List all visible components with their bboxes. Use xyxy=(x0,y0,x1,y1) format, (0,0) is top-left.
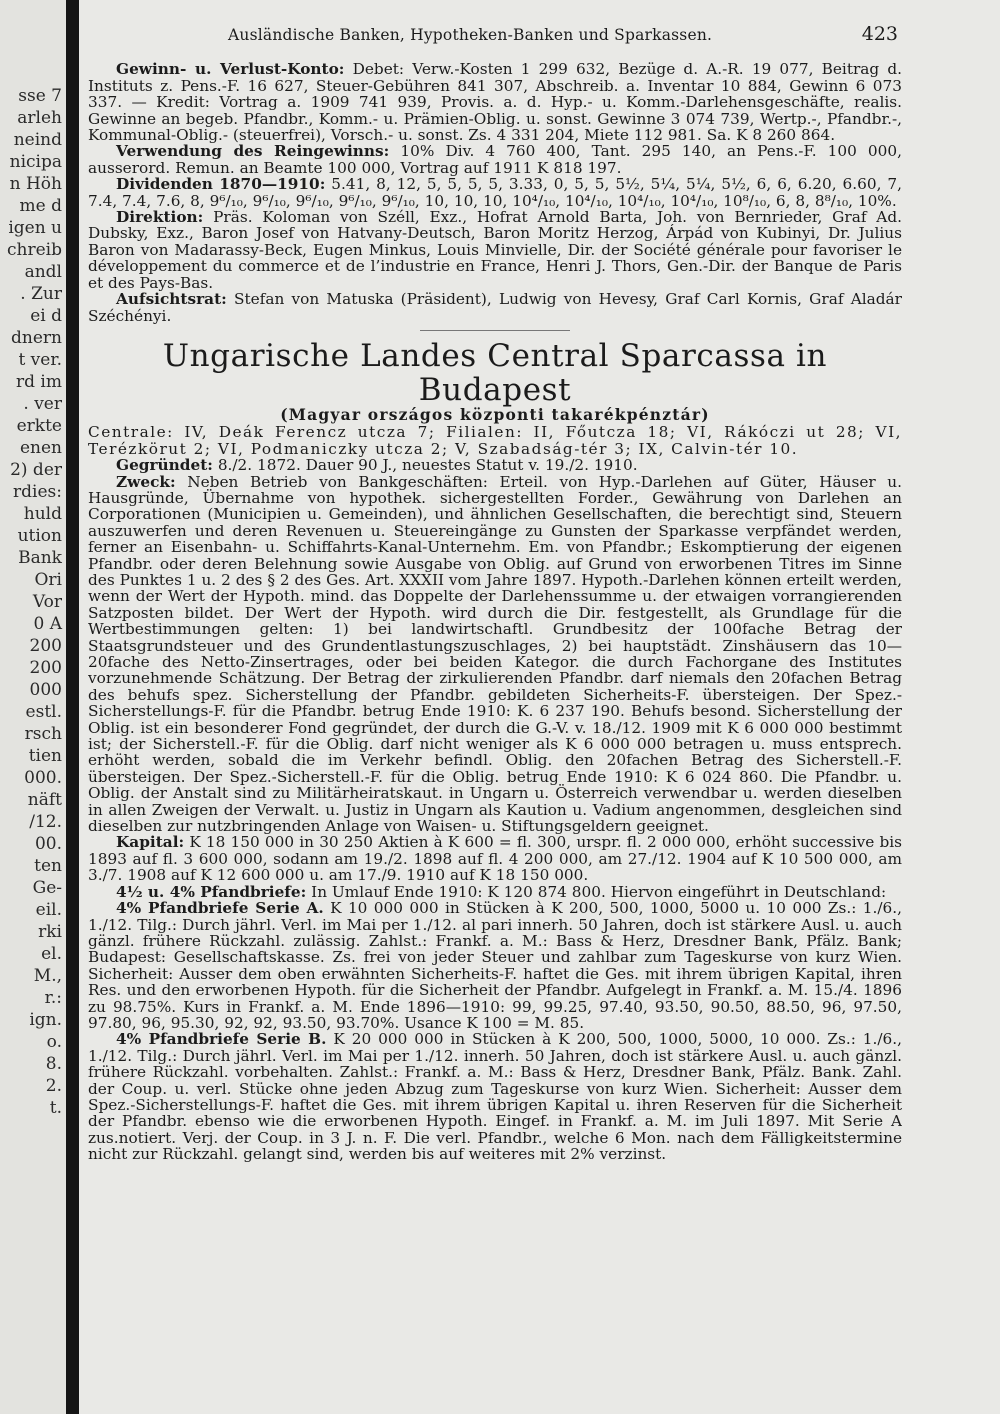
zweck-text: Neben Betrieb von Bankgeschäften: Erteil. von Hyp.-Darlehen auf Güter, Häuser u. Hausgründe, Übernahme von hypothek. sichergestellten Forder., Gewährung von Darlehen an Corporationen (Municipien u. Gemeinden), und ähnlichen Gesellschaften, die berechtigt sind, Steuern auszuwerfen und deren Revenuen u. Steuereingänge zu Gunsten der Sparkasse verpfändet werden, ferner an Eisenbahn- u. Schiffahrts-Kanal-Unternehm. Em. von Pfandbr.; Eskomptierung der eigenen Pfandbr. oder deren Belehnung sowie Ausgabe von Oblig. auf Grund von erworbenen Titres im Sinne des Punktes 1 u. 2 des § 2 des Ges. Art. XXXII vom Jahre 1897. Hypoth.-Darlehen können erteilt werden, wenn der Wert der Hypoth. mind. das Doppelte der Darlehenssumme u. der etwaigen vorrangierenden Satzposten bildet. Der Wert der Hypoth. wird durch die Dir. festgestellt, als Grundlage für die Wertbestimmungen gelten: 1) bei landwirtschaftl. Grundbesitz der 100fache Betrag der Staatsgrundsteuer und des Grundentlastungszuschlages, 2) bei hauptstädt. Zinshäusern das 10—20fache des Netto-Zinsertrages, oder bei beiden Kategor. die durch Fachorgane des Institutes vorzunehmende Schätzung. Der Betrag der zirkulierenden Pfandbr. darf niemals den 20fachen Betrag des behufs spez. Sicherstellung der Pfandbr. gebildeten Sicherheits-F. übersteigen. Der Spez.-Sicherstellungs-F. für die Pfandbr. betrug Ende 1910: K. 6 237 190. Behufs besond. Sicherstellung der Oblig. ist ein besonderer Fond gegründet, der durch die G.-V. v. 18./12. 1909 mit K 6 000 000 bestimmt ist; der Sicherstell.-F. für die Oblig. darf nicht weniger als K 6 000 000 betragen u. muss entsprech. erhöht werden, sobald die im Verkehr befindl. Oblig. den 20fachen Betrag des Sicherstell.-F. übersteigen. Der Spez.-Sicherstell.-F. für die Oblig. betrug Ende 1910: K 6 024 860. Die Pfandbr. u. Oblig. der Anstalt sind zu Militärheiratskaut. in Ungarn u. Österreich verwendbar u. werden dieselben in allen Zweigen der Verwalt. u. Justiz in Ungarn als Kaution u. Vadium angenommen, desgleichen sind dieselben zur nutzbringenden Anlage von Waisen- u. Stiftungsgeldern geeignet. xyxy=(88,472,902,836)
gutter-fragment: ution xyxy=(17,526,62,546)
gutter-fragment: 000. xyxy=(24,768,62,788)
gutter-fragment: 000 xyxy=(29,680,62,700)
gutter-fragment: ei d xyxy=(30,306,62,326)
previous-page-gutter xyxy=(0,0,66,1414)
gutter-fragment: dnern xyxy=(11,328,62,348)
aufsichtsrat-text: Stefan von Matuska (Präsident), Ludwig von Hevesy, Graf Carl Kornis, Graf Aladár Széchényi. xyxy=(88,290,902,325)
verwendung-label: Verwendung des Reingewinns: xyxy=(116,142,390,161)
gutter-fragment: t. xyxy=(49,1098,62,1118)
document-page xyxy=(88,26,902,1396)
serie-b-paragraph xyxy=(88,1031,902,1162)
serie-b-label: 4% Pfandbriefe Serie B. xyxy=(116,1030,327,1049)
gutter-fragment: t ver. xyxy=(18,350,62,370)
serie-a-label: 4% Pfandbriefe Serie A. xyxy=(116,899,324,918)
bank-title: Ungarische Landes Central Sparcassa in Budapest xyxy=(162,337,828,408)
gutter-fragment: estl. xyxy=(25,702,62,722)
centrale-paragraph: Centrale: IV, Deák Ferencz utcza 7; Filialen: II, Főutcza 18; VI, Rákóczi ut 28; VI, Terézkörut 2; VI, Podmaniczky utcza 2; V, Szabadság-tér 3; IX, Calvin-tér 10. xyxy=(88,423,902,458)
serie-b-text: K 20 000 000 in Stücken à K 200, 500, 1000, 5000, 10 000. Zs.: 1./6., 1./12. Tilg.: Durch jährl. Verl. im Mai per 1./12. innerh. 50 Jahren, doch ist stärkere Ausl. u. auch gänzl. frühere Rückzahl. vorbehalten. Zahlst.: Frankf. a. M.: Bass & Herz, Dresdner Bank, Pfälz. Bank. Zahl. der Coup. u. verl. Stücke ohne jeden Abzug zum Tageskurse von kurz Wien. Sicherheit: Ausser dem Spez.-Sicherstellungs-F. haftet die Ges. mit ihrem übrigen Kapital u. ihren Reserven für die Sicherheit der Pfandbr. ebenso wie die erworbenen Hypoth. Eingef. in Frankf. a. M. im Juli 1897. Mit Serie A zus.notiert. Verj. der Coup. in 3 J. n. F. Die verl. Pfandbr., welche 6 Mon. nach dem Fälligkeitstermine nicht zur Rückzahl. gelangt sind, werden bis auf weiteres mit 2% verzinst. xyxy=(88,1030,902,1164)
gutter-fragment: tien xyxy=(28,746,62,766)
running-head: Ausländische Banken, Hypotheken-Banken und Sparkassen. xyxy=(228,26,713,44)
gutter-fragment: 00. xyxy=(34,834,62,854)
direktion-label: Direktion: xyxy=(116,208,204,227)
gutter-fragment: 2. xyxy=(45,1076,62,1096)
gutter-fragment: rdies: xyxy=(13,482,62,502)
gutter-fragment: 8. xyxy=(45,1054,62,1074)
page-number: 423 xyxy=(861,26,898,45)
pfandbriefe-label: 4½ u. 4% Pfandbriefe: xyxy=(116,882,307,901)
gutter-fragment: huld xyxy=(23,504,62,524)
gutter-fragment: erkte xyxy=(16,416,62,436)
gutter-fragment: /12. xyxy=(29,812,62,832)
gegruendet-text: 8./2. 1872. Dauer 90 J., neuestes Statut v. 19./2. 1910. xyxy=(217,456,638,475)
gutter-fragment: Bank xyxy=(18,548,62,568)
gutter-fragment: r.: xyxy=(44,988,62,1008)
gutter-fragment: 0 A xyxy=(33,614,62,634)
gutter-fragment: ign. xyxy=(29,1010,62,1030)
gutter-fragment: andl xyxy=(24,262,62,282)
gutter-fragment: . Zur xyxy=(20,284,62,304)
gutter-fragment: neind xyxy=(13,130,62,150)
gutter-fragment: rd im xyxy=(16,372,62,392)
gutter-fragment: Ge- xyxy=(32,878,62,898)
zweck-label: Zweck: xyxy=(116,472,176,491)
gutter-fragment: o. xyxy=(46,1032,62,1052)
gutter-fragment: 200 xyxy=(29,658,62,678)
gegruendet-paragraph xyxy=(88,457,902,473)
kapital-text: K 18 150 000 in 30 250 Aktien à K 600 = fl. 300, urspr. fl. 2 000 000, erhöht successive bis 1893 auf fl. 3 600 000, sodann am 19./2. 1898 auf fl. 4 200 000, am 27./12. 1904 auf K 10 500 000, am 3./7. 1908 auf K 12 600 000 u. am 17./9. 1910 auf K 18 150 000. xyxy=(88,833,902,885)
gutter-fragment: arleh xyxy=(17,108,62,128)
verwendung-text: 10% Div. 4 760 400, Tant. 295 140, an Pens.-F. 100 000, ausserord. Remun. an Beamte 100 000, Vortrag auf 1911 K 818 197. xyxy=(88,142,902,177)
gutter-fragment: eil. xyxy=(35,900,62,920)
gutter-fragment: Ori xyxy=(34,570,62,590)
gewinn-label: Gewinn- u. Verlust-Konto: xyxy=(116,60,345,79)
kapital-paragraph xyxy=(88,834,902,883)
gutter-fragment: 200 xyxy=(29,636,62,656)
zweck-paragraph xyxy=(88,474,902,835)
gutter-fragment: el. xyxy=(41,944,62,964)
bank-subtitle: (Magyar országos központi takarékpénztár) xyxy=(280,404,710,424)
serie-a-paragraph xyxy=(88,900,902,1031)
gutter-fragment: . ver xyxy=(23,394,62,414)
gutter-fragment: 2) der xyxy=(10,460,62,480)
page-header xyxy=(228,26,900,43)
binding-rule xyxy=(66,0,79,1414)
direktion-text: Präs. Koloman von Széll, Exz., Hofrat Arnold Barta, Joh. von Bernrieder, Graf Ad. Dubsky, Exz., Baron Josef von Hatvany-Deutsch, Baron Moritz Herzog, Árpád von Kubinyi, Dr. Julius Baron von Madarassy-Beck, Eugen Minkus, Louis Minvielle, Dir. der Société générale pour favoriser le développement du commerce et de l’industrie en France, Henri J. Thors, Gen.-Dir. der Banque de Paris et des Pays-Bas. xyxy=(88,208,902,292)
gutter-fragment: näft xyxy=(27,790,62,810)
gutter-fragment: ten xyxy=(34,856,62,876)
aufsichtsrat-paragraph xyxy=(88,291,902,324)
gegruendet-label: Gegründet: xyxy=(116,456,213,475)
verwendung-paragraph xyxy=(88,143,902,176)
gutter-fragment: n Höh xyxy=(9,174,62,194)
gutter-fragment: Vor xyxy=(32,592,62,612)
kapital-label: Kapital: xyxy=(116,833,185,852)
gutter-fragment: nicipa xyxy=(9,152,62,172)
gutter-fragment: me d xyxy=(19,196,62,216)
dividenden-label: Dividenden 1870—1910: xyxy=(116,175,326,194)
gutter-fragment: rki xyxy=(38,922,62,942)
gutter-fragment: rsch xyxy=(24,724,62,744)
gewinn-text: Debet: Verw.-Kosten 1 299 632, Bezüge d. A.-R. 19 077, Beitrag d. Instituts z. Pens.-F. 16 627, Steuer-Gebühren 841 307, Abschreib. a. Inventar 10 884, Gewinn 6 073 337. — Kredit: Vortrag a. 1909 741 939, Provis. a. d. Hyp.- u. Komm.-Darlehensgeschäfte, realis. Gewinne an begeb. Pfandbr., Komm.- u. Prämien-Oblig. u. sonst. Gewinne 3 074 739, Wertp.-, Pfandbr.-, Kommunal-Oblig.- (steuerfrei), Vorsch.- u. sonst. Zs. 4 331 204, Miete 112 981. Sa. K 8 260 864. xyxy=(88,60,902,145)
dividenden-text: 5.41, 8, 12, 5, 5, 5, 5, 3.33, 0, 5, 5, 5½, 5¼, 5¼, 5½, 6, 6, 6.20, 6.60, 7, 7.4, 7.4, 7.6, 8, 9⁶/₁₀, 9⁶/₁₀, 9⁶/₁₀, 9⁶/₁₀, 9⁶/₁₀, 10, 10, 10, 10⁴/₁₀, 10⁴/₁₀, 10⁴/₁₀, 10⁴/₁₀, 10⁸/₁₀, 6, 8, 8⁸/₁₀, 10%. xyxy=(88,175,902,210)
gewinn-verlust-paragraph xyxy=(88,61,902,143)
gutter-fragment: chreib xyxy=(7,240,62,260)
gutter-fragment: sse 7 xyxy=(18,86,62,106)
direktion-paragraph xyxy=(88,209,902,291)
gutter-fragment: enen xyxy=(19,438,62,458)
pfandbriefe-text: In Umlauf Ende 1910: K 120 874 800. Hiervon eingeführt in Deutschland: xyxy=(311,882,887,901)
aufsichtsrat-label: Aufsichtsrat: xyxy=(116,290,227,309)
dividenden-paragraph xyxy=(88,176,902,209)
pfandbriefe-paragraph xyxy=(88,884,902,900)
gutter-fragment: igen u xyxy=(8,218,62,238)
serie-a-text: K 10 000 000 in Stücken à K 200, 500, 1000, 5000 u. 10 000 Zs.: 1./6., 1./12. Tilg.: Durch jährl. Verl. im Mai per 1./12. al pari innerh. 50 Jahren, doch ist stärkere Ausl. u. auch gänzl. frühere Rückzahl. zulässig. Zahlst.: Frankf. a. M.: Bass & Herz, Dresdner Bank, Pfälz. Bank; Budapest: Gesellschaftskasse. Zs. frei von jeder Steuer und zahlbar zum Tageskurse von kurz Wien. Sicherheit: Ausser dem oben erwähnten Sicherheits-F. haftet die Ges. mit ihrem übrigen Kapital, ihren Res. und den erworbenen Hypoth. für die Sicherheit der Pfandbr. Aufgelegt in Frankf. a. M. 15./4. 1896 zu 98.75%. Kurs in Frankf. a. M. Ende 1896—1910: 99, 99.25, 97.40, 93.50, 90.50, 88.50, 96, 97.50, 97.80, 96, 95.30, 92, 92, 93.50, 93.70%. Usance K 100 = M. 85. xyxy=(88,899,902,1032)
section-divider xyxy=(420,330,570,331)
gutter-fragment: M., xyxy=(33,966,62,986)
